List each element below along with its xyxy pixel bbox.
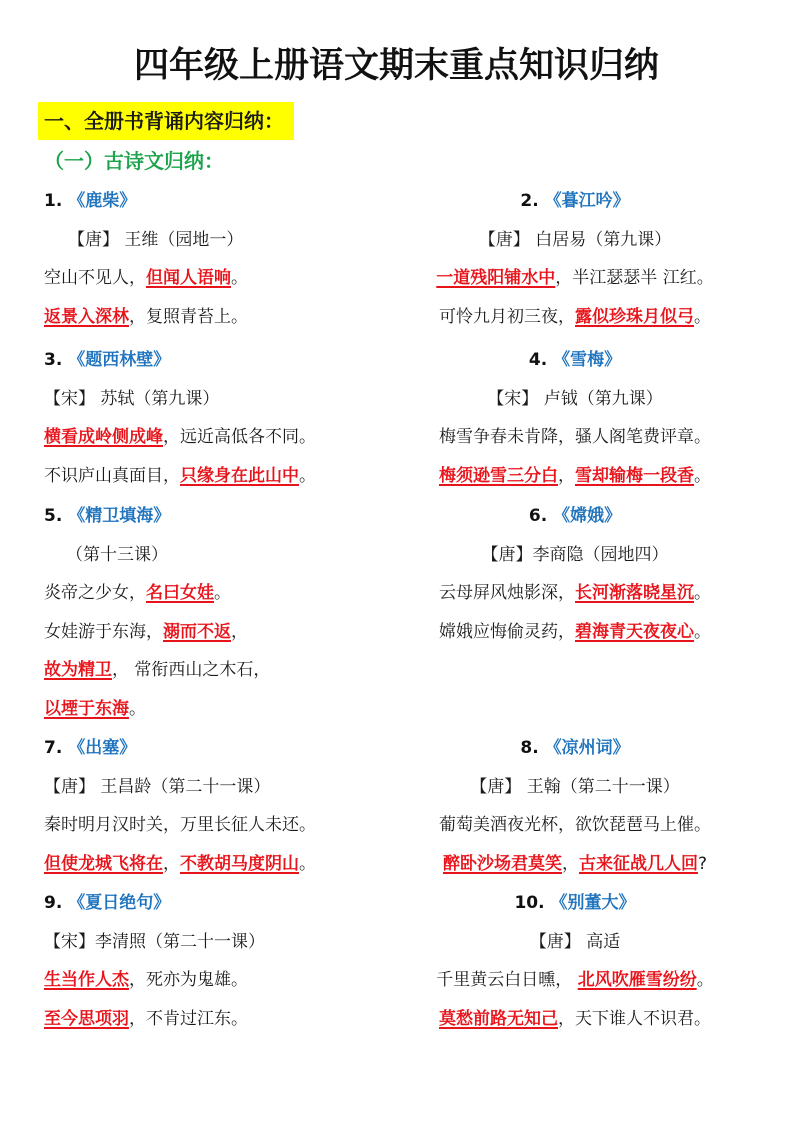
poem-line bbox=[44, 961, 404, 1000]
poem-line bbox=[395, 613, 755, 652]
page-title: 四年级上册语文期末重点知识归纳 bbox=[133, 46, 659, 86]
poem-line bbox=[44, 457, 404, 496]
line-text: ，复照青苔上。 bbox=[129, 306, 248, 327]
line-text: 。 bbox=[299, 465, 316, 486]
poem-name: 《凉州词》 bbox=[544, 738, 630, 758]
line-text: ， bbox=[231, 621, 248, 642]
poem-block bbox=[44, 341, 404, 495]
poem-block bbox=[395, 497, 755, 651]
poem-author: （第十三课） bbox=[66, 544, 168, 565]
poem-number: 5. bbox=[44, 506, 63, 526]
poem-number: 6. bbox=[528, 506, 548, 526]
poem-name: 《题西林壁》 bbox=[68, 350, 171, 370]
poem-number: 10. bbox=[514, 893, 545, 913]
poem-title bbox=[395, 341, 755, 380]
poem-block bbox=[44, 182, 404, 336]
poem-block bbox=[395, 884, 755, 1038]
poem-line bbox=[44, 690, 404, 729]
line-text: 云母屏风烛影深， bbox=[439, 583, 575, 603]
highlighted-phrase: 一道残阳铺水中 bbox=[436, 268, 556, 288]
poem-author: 【宋】李清照（第二十一课） bbox=[44, 931, 265, 952]
highlighted-phrase: 故为精卫 bbox=[44, 660, 112, 680]
poem-name: 《嫦娥》 bbox=[553, 506, 622, 526]
poem-author: 【唐】 王昌龄（第二十一课） bbox=[44, 776, 271, 797]
poem-author: 【唐】 王翰（第二十一课） bbox=[470, 776, 680, 797]
line-text: 。 bbox=[694, 465, 711, 486]
poem-title bbox=[44, 884, 404, 923]
highlighted-phrase: 返景入深林 bbox=[44, 306, 129, 327]
poem-line bbox=[395, 418, 755, 457]
poem-line bbox=[44, 418, 404, 457]
line-text: ， bbox=[558, 465, 575, 486]
line-text: ，天下谁人不识君。 bbox=[558, 1008, 711, 1029]
poem-block bbox=[395, 341, 755, 495]
poem-line bbox=[395, 1000, 755, 1039]
poem-line bbox=[395, 259, 755, 298]
poem-number: 1. bbox=[44, 191, 63, 211]
line-text: 空山不见人， bbox=[44, 268, 146, 288]
poem-line bbox=[395, 806, 755, 845]
poem-author: 【唐】 王维（园地一） bbox=[68, 229, 244, 250]
poem-line bbox=[44, 298, 404, 337]
poem-name: 《出塞》 bbox=[68, 738, 137, 758]
highlighted-phrase: 但闻人语响 bbox=[146, 268, 231, 288]
line-text: 嫦娥应悔偷灵药， bbox=[439, 621, 575, 642]
line-text: 不识庐山真面目， bbox=[44, 465, 180, 486]
line-text: 炎帝之少女， bbox=[44, 583, 146, 603]
poem-title bbox=[395, 729, 755, 768]
highlighted-phrase: 不教胡马度阴山 bbox=[180, 853, 299, 874]
poem-line bbox=[44, 651, 404, 690]
line-text: 女娃游于东海， bbox=[44, 621, 163, 642]
highlighted-phrase: 雪却输梅一段香 bbox=[575, 465, 694, 486]
poem-line bbox=[395, 457, 755, 496]
poem-line bbox=[395, 845, 755, 884]
highlighted-phrase: 长河渐落晓星沉 bbox=[575, 583, 694, 603]
line-text: 。 bbox=[696, 970, 714, 990]
poem-block bbox=[44, 729, 404, 883]
poem-name: 《夏日绝句》 bbox=[68, 893, 171, 913]
poem-block bbox=[395, 182, 755, 336]
section-heading: 一、全册书背诵内容归纳： bbox=[38, 102, 294, 140]
highlighted-phrase: 横看成岭侧成峰 bbox=[44, 427, 163, 447]
poem-author: 【宋】 苏轼（第九课） bbox=[44, 388, 220, 409]
highlighted-phrase: 露似珍珠月似弓 bbox=[575, 306, 694, 327]
line-text: 秦时明月汉时关，万里长征人未还。 bbox=[44, 815, 316, 835]
poem-block bbox=[44, 884, 404, 1038]
line-text: 。 bbox=[231, 268, 248, 288]
line-text: ， bbox=[561, 853, 579, 874]
highlighted-phrase: 溺而不返 bbox=[163, 621, 231, 642]
line-text: ， 常衔西山之木石， bbox=[112, 660, 271, 680]
poem-title bbox=[44, 497, 404, 536]
poem-number: 7. bbox=[44, 738, 63, 758]
line-text: ， bbox=[163, 853, 180, 874]
poem-line bbox=[44, 1000, 404, 1039]
poem-line bbox=[44, 806, 404, 845]
line-text: ? bbox=[697, 853, 708, 874]
poem-line bbox=[44, 574, 404, 613]
poem-title bbox=[44, 182, 404, 221]
highlighted-phrase: 梅须逊雪三分白 bbox=[439, 465, 558, 486]
line-text: 葡萄美酒夜光杯，欲饮琵琶马上催。 bbox=[439, 815, 711, 835]
highlighted-phrase: 北风吹雁雪纷纷 bbox=[577, 970, 697, 990]
line-text: 。 bbox=[214, 583, 231, 603]
poem-line bbox=[395, 574, 755, 613]
poem-title bbox=[44, 341, 404, 380]
poem-number: 4. bbox=[528, 350, 548, 370]
line-text: 可怜九月初三夜， bbox=[439, 306, 575, 327]
highlighted-phrase: 但使龙城飞将在 bbox=[44, 853, 163, 874]
poem-title bbox=[395, 497, 755, 536]
poem-author: 【宋】 卢钺（第九课） bbox=[487, 388, 663, 409]
highlighted-phrase: 醉卧沙场君莫笑 bbox=[442, 853, 562, 874]
poem-name: 《别董大》 bbox=[550, 893, 636, 913]
poem-block bbox=[44, 497, 404, 728]
poem-number: 8. bbox=[520, 738, 539, 758]
line-text: 。 bbox=[299, 853, 316, 874]
poem-name: 《精卫填海》 bbox=[68, 506, 171, 526]
poem-line bbox=[395, 961, 755, 1000]
highlighted-phrase: 以堙于东海 bbox=[44, 698, 129, 719]
poem-number: 3. bbox=[44, 350, 63, 370]
highlighted-phrase: 古来征战几人回 bbox=[578, 853, 698, 874]
poem-line bbox=[44, 259, 404, 298]
line-text: ，不肯过江东。 bbox=[129, 1008, 248, 1029]
poem-line bbox=[44, 845, 404, 884]
subsection-heading: （一）古诗文归纳： bbox=[44, 149, 224, 173]
poem-title bbox=[44, 729, 404, 768]
line-text: 梅雪争春未肯降，骚人阁笔费评章。 bbox=[439, 427, 711, 447]
highlighted-phrase: 生当作人杰 bbox=[44, 970, 129, 990]
poem-line bbox=[395, 298, 755, 337]
line-text: ，远近高低各不同。 bbox=[163, 427, 316, 447]
highlighted-phrase: 莫愁前路无知己 bbox=[439, 1008, 558, 1029]
line-text: 。 bbox=[129, 698, 146, 719]
poem-block bbox=[395, 729, 755, 883]
line-text: 。 bbox=[694, 583, 711, 603]
highlighted-phrase: 名曰女娃 bbox=[146, 583, 214, 603]
highlighted-phrase: 只缘身在此山中 bbox=[180, 465, 299, 486]
line-text: 千里黄云白日曛， bbox=[436, 970, 578, 990]
poem-name: 《暮江吟》 bbox=[544, 191, 630, 211]
poem-author: 【唐】 高适 bbox=[529, 931, 621, 952]
poem-author: 【唐】 白居易（第九课） bbox=[478, 229, 672, 250]
highlighted-phrase: 碧海青天夜夜心 bbox=[575, 621, 694, 642]
poem-name: 《雪梅》 bbox=[553, 350, 622, 370]
line-text: 。 bbox=[694, 621, 711, 642]
line-text: ，死亦为鬼雄。 bbox=[129, 970, 248, 990]
poem-number: 2. bbox=[520, 191, 539, 211]
poem-title bbox=[395, 884, 755, 923]
poem-name: 《鹿柴》 bbox=[68, 191, 137, 211]
poem-author: 【唐】李商隐（园地四） bbox=[481, 544, 669, 565]
poem-title bbox=[395, 182, 755, 221]
poem-number: 9. bbox=[44, 893, 63, 913]
highlighted-phrase: 至今思项羽 bbox=[44, 1008, 129, 1029]
line-text: ，半江瑟瑟半 江红。 bbox=[555, 268, 714, 288]
line-text: 。 bbox=[694, 306, 711, 327]
poem-line bbox=[44, 613, 404, 652]
